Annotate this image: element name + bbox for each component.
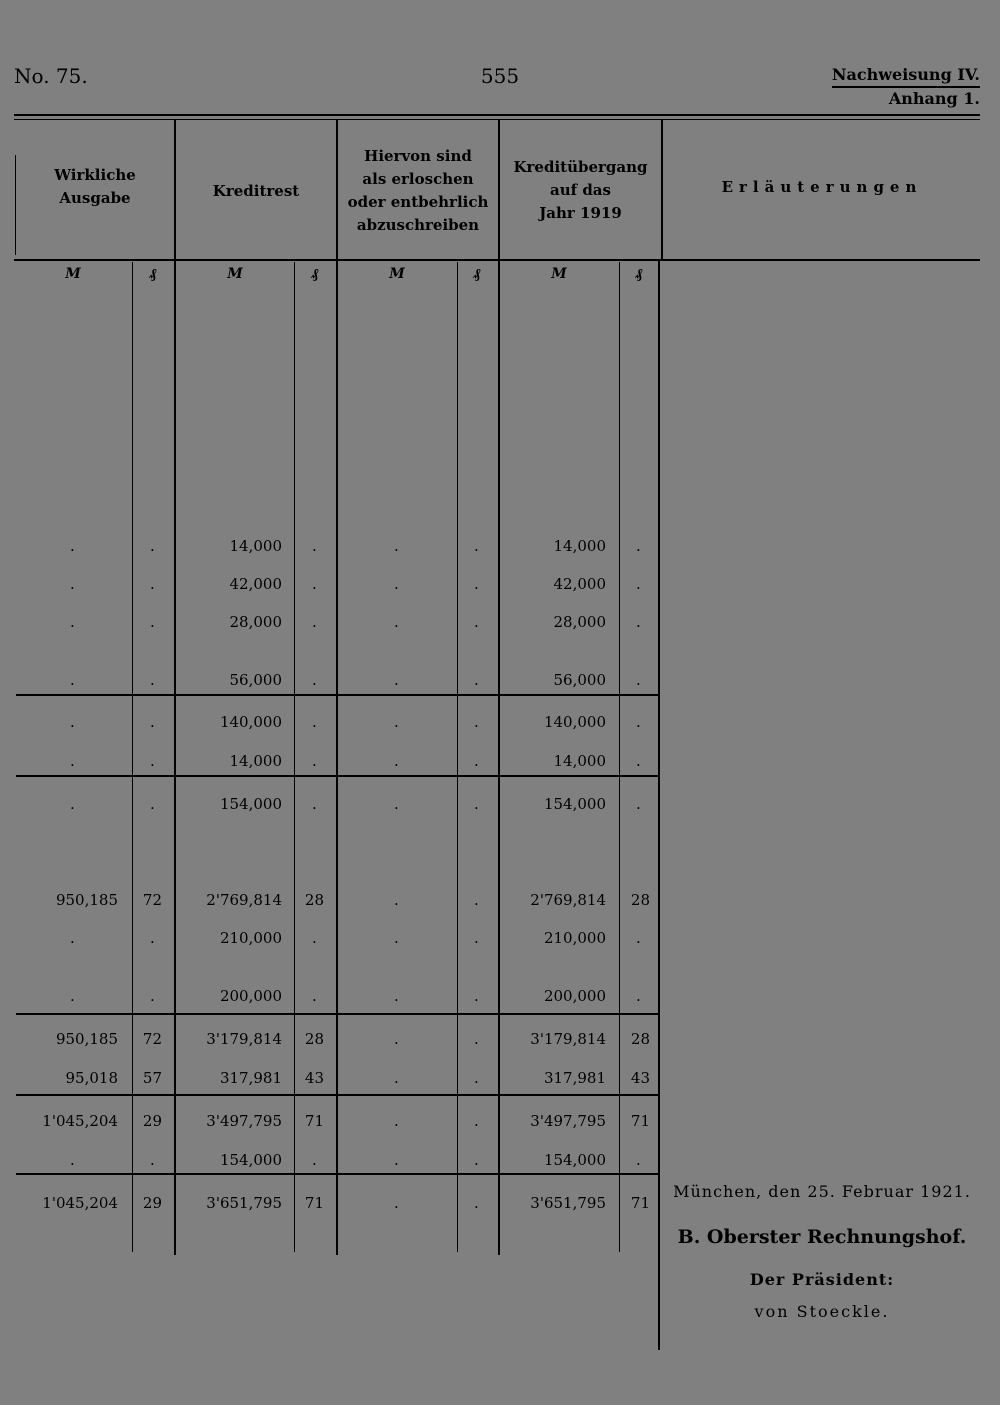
cell-ep: . [474,795,479,813]
top-rule [14,114,980,116]
cell-ep: . [474,537,479,555]
cell-a: . [70,713,75,731]
cell-e: . [394,1194,399,1212]
cell-ap: . [150,795,155,813]
cell-kp: 43 [304,1069,324,1087]
cell-ap: . [150,929,155,947]
cell-ap: . [150,1151,155,1169]
cell-k: 210,000 [219,929,282,947]
cell-ap: 72 [142,1030,162,1048]
cell-ap: 29 [142,1194,162,1212]
cell-e: . [394,1030,399,1048]
cell-kp: . [312,795,317,813]
cell-kp: . [312,713,317,731]
cell-up: . [636,752,641,770]
cell-e: . [394,613,399,631]
cell-kp: . [312,1151,317,1169]
cell-up: . [636,795,641,813]
cell-a: . [70,575,75,593]
cell-k: 14,000 [229,752,282,770]
cell-ep: . [474,575,479,593]
cell-k: 3'497,795 [206,1112,282,1130]
unit-mark: M [551,266,567,282]
cell-k: 14,000 [229,537,282,555]
cell-a: . [70,671,75,689]
cell-u: 154,000 [543,1151,606,1169]
sum-rule [16,1094,658,1096]
unit-mark: M [389,266,405,282]
header-erlaeuterungen: Erläuterungen [721,178,923,196]
cell-up: 71 [630,1112,650,1130]
cell-kp: 71 [304,1112,324,1130]
cell-kp: 71 [304,1194,324,1212]
cell-a: . [70,987,75,1005]
header-kredituebergang: Kreditübergang auf das Jahr 1919 [513,158,648,222]
cell-a: 950,185 [55,1030,118,1048]
cell-u: 3'651,795 [530,1194,606,1212]
cell-a: . [70,929,75,947]
cell-up: 28 [630,891,650,909]
cell-u: 14,000 [553,752,606,770]
cell-a: . [70,537,75,555]
cell-up: . [636,537,641,555]
subcol-divider [294,262,295,1252]
cell-ep: . [474,1151,479,1169]
cell-ep: . [474,987,479,1005]
cell-k: 200,000 [219,987,282,1005]
sum-rule [16,694,658,696]
cell-ep: . [474,713,479,731]
cell-up: 43 [630,1069,650,1087]
cell-a: 950,185 [55,891,118,909]
cell-kp: . [312,671,317,689]
cell-e: . [394,1151,399,1169]
cell-a: . [70,752,75,770]
cell-kp: . [312,575,317,593]
cell-k: 154,000 [219,795,282,813]
unit-mark: M [65,266,81,282]
cell-ep: . [474,1194,479,1212]
cell-up: . [636,987,641,1005]
cell-ep: . [474,752,479,770]
cell-ap: . [150,713,155,731]
institution: B. Oberster Rechnungshof. [677,1226,967,1248]
cell-u: 210,000 [543,929,606,947]
cell-kp: . [312,752,317,770]
cell-k: 3'651,795 [206,1194,282,1212]
cell-e: . [394,671,399,689]
signatory-title: Der Präsident: [749,1270,895,1289]
cell-up: 28 [630,1030,650,1048]
cell-a: . [70,795,75,813]
cell-e: . [394,713,399,731]
sum-rule [16,1013,658,1015]
header-wirkliche-ausgabe: Wirkliche Ausgabe [54,166,136,207]
section-line-2: Anhang 1. [832,86,980,110]
unit-pfennig: ₰ [473,266,481,282]
section-reference [832,64,980,110]
cell-a: 95,018 [65,1069,118,1087]
section-line-1: Nachweisung IV. [831,65,980,84]
cell-k: 28,000 [229,613,282,631]
cell-ep: . [474,891,479,909]
cell-ap: 72 [142,891,162,909]
subcol-divider [132,262,133,1252]
cell-u: 200,000 [543,987,606,1005]
cell-kp: 28 [304,1030,324,1048]
header-bottom-rule [14,259,980,261]
cell-kp: . [312,929,317,947]
cell-k: 56,000 [229,671,282,689]
cell-k: 42,000 [229,575,282,593]
header-erloschen: Hiervon sind als erloschen oder entbehrlich abzuschreiben [347,147,489,234]
cell-e: . [394,752,399,770]
cell-u: 14,000 [553,537,606,555]
cell-ep: . [474,1112,479,1130]
cell-ap: . [150,987,155,1005]
cell-u: 3'179,814 [530,1030,606,1048]
unit-pfennig: ₰ [635,266,643,282]
cell-e: . [394,987,399,1005]
unit-pfennig: ₰ [149,266,157,282]
cell-k: 3'179,814 [206,1030,282,1048]
unit-mark: M [227,266,243,282]
cell-a: . [70,613,75,631]
page-number: 555 [480,64,520,88]
cell-a: 1'045,204 [42,1194,118,1212]
cell-ap: 29 [142,1112,162,1130]
subcol-divider [619,262,620,1252]
sum-rule [16,775,658,777]
top-rule-2 [14,119,980,120]
cell-e: . [394,795,399,813]
cell-e: . [394,1112,399,1130]
cell-kp: . [312,537,317,555]
cell-u: 154,000 [543,795,606,813]
cell-up: . [636,671,641,689]
cell-up: . [636,1151,641,1169]
cell-up: . [636,575,641,593]
cell-k: 154,000 [219,1151,282,1169]
cell-ep: . [474,1030,479,1048]
unit-pfennig: ₰ [311,266,319,282]
sum-rule [16,1173,658,1175]
cell-u: 28,000 [553,613,606,631]
cell-a: . [70,1151,75,1169]
place-date: München, den 25. Februar 1921. [673,1182,971,1201]
cell-a: 1'045,204 [42,1112,118,1130]
cell-e: . [394,575,399,593]
cell-ap: . [150,613,155,631]
subcol-divider [457,262,458,1252]
cell-up: 71 [630,1194,650,1212]
cell-u: 317,981 [543,1069,606,1087]
cell-e: . [394,891,399,909]
cell-ap: . [150,671,155,689]
cell-ep: . [474,613,479,631]
col-divider [498,120,500,1255]
cell-k: 317,981 [219,1069,282,1087]
cell-ep: . [474,1069,479,1087]
col-divider [658,260,660,1350]
cell-u: 56,000 [553,671,606,689]
cell-ap: . [150,575,155,593]
col-divider [336,120,338,1255]
cell-kp: . [312,613,317,631]
cell-ep: . [474,671,479,689]
cell-ap: 57 [142,1069,162,1087]
cell-ap: . [150,537,155,555]
cell-up: . [636,613,641,631]
cell-u: 140,000 [543,713,606,731]
header-kreditrest: Kreditrest [212,182,300,200]
cell-k: 2'769,814 [206,891,282,909]
cell-up: . [636,929,641,947]
signatory-name: von Stoeckle. [754,1302,890,1321]
cell-u: 3'497,795 [530,1112,606,1130]
cell-u: 42,000 [553,575,606,593]
cell-up: . [636,713,641,731]
col-divider [661,120,663,260]
cell-kp: 28 [304,891,324,909]
cell-k: 140,000 [219,713,282,731]
cell-e: . [394,929,399,947]
cell-e: . [394,1069,399,1087]
cell-u: 2'769,814 [530,891,606,909]
cell-ep: . [474,929,479,947]
cell-ap: . [150,752,155,770]
cell-kp: . [312,987,317,1005]
cell-e: . [394,537,399,555]
col-divider [174,120,176,1255]
document-number: No. 75. [14,64,88,88]
